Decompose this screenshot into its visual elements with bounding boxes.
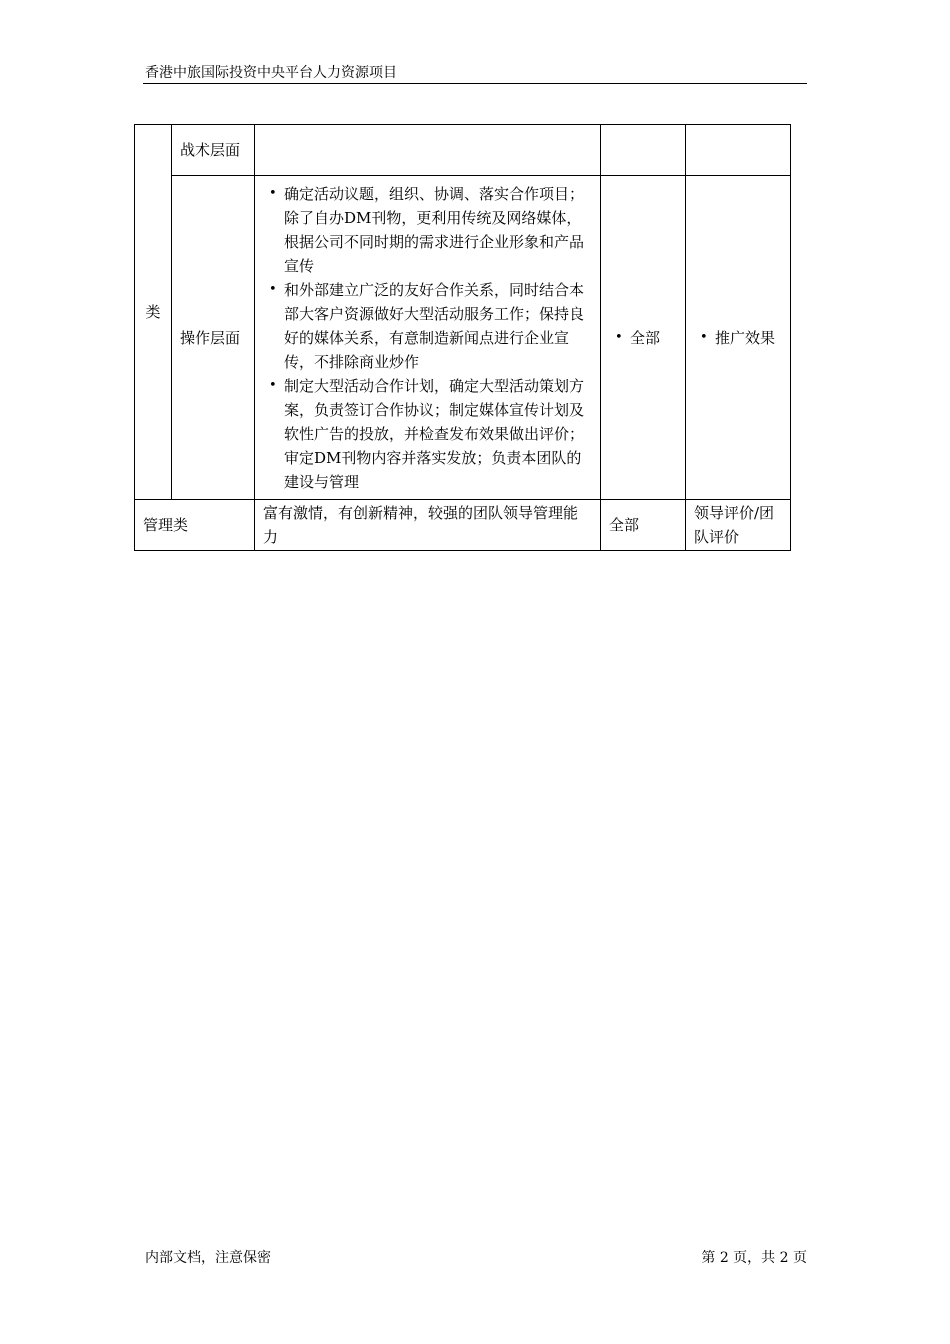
list-item: • 和外部建立广泛的友好合作关系，同时结合本部大客户资源做好大型活动服务工作；保持良好的媒体关系，有意制造新闻点进行企业宣传，不排除商业炒作 xyxy=(263,278,592,374)
header-title: 香港中旅国际投资中央平台人力资源项目 xyxy=(145,65,397,81)
header-rule xyxy=(143,83,807,84)
content-cell-tactical xyxy=(255,125,601,176)
content-cell-operational xyxy=(255,176,601,500)
scope-cell-management: 全部 xyxy=(601,500,686,551)
footer-page-number: 第 2 页，共 2 页 xyxy=(701,1250,807,1266)
category-cell: 类 xyxy=(135,125,172,500)
measure-cell-operational xyxy=(686,176,791,500)
scope-item: • 全部 xyxy=(609,326,677,350)
measure-item: • 推广效果 xyxy=(694,326,782,350)
scope-cell-tactical xyxy=(601,125,686,176)
level-cell-operational: 操作层面 xyxy=(172,176,255,500)
table-row-management xyxy=(135,500,791,551)
content-cell-management: 富有激情，有创新精神，较强的团队领导管理能力 xyxy=(255,500,601,551)
scope-cell-operational xyxy=(601,176,686,500)
measure-cell-tactical xyxy=(686,125,791,176)
category-cell-management: 管理类 xyxy=(135,500,255,551)
table-row-tactical xyxy=(135,125,791,176)
competency-table xyxy=(134,124,791,551)
list-item: • 制定大型活动合作计划，确定大型活动策划方案，负责签订合作协议；制定媒体宣传计划及软性广告的投放，并检查发布效果做出评价；审定DM刊物内容并落实发放；负责本团队的建设与管理 xyxy=(263,374,592,494)
level-cell-tactical: 战术层面 xyxy=(172,125,255,176)
footer-confidential-note: 内部文档，注意保密 xyxy=(145,1250,271,1266)
table-row-operational xyxy=(135,176,791,500)
duty-list xyxy=(263,182,592,494)
list-item: • 确定活动议题，组织、协调、落实合作项目；除了自办DM刊物，更利用传统及网络媒体，根据公司不同时期的需求进行企业形象和产品宣传 xyxy=(263,182,592,278)
measure-cell-management: 领导评价/团队评价 xyxy=(686,500,791,551)
